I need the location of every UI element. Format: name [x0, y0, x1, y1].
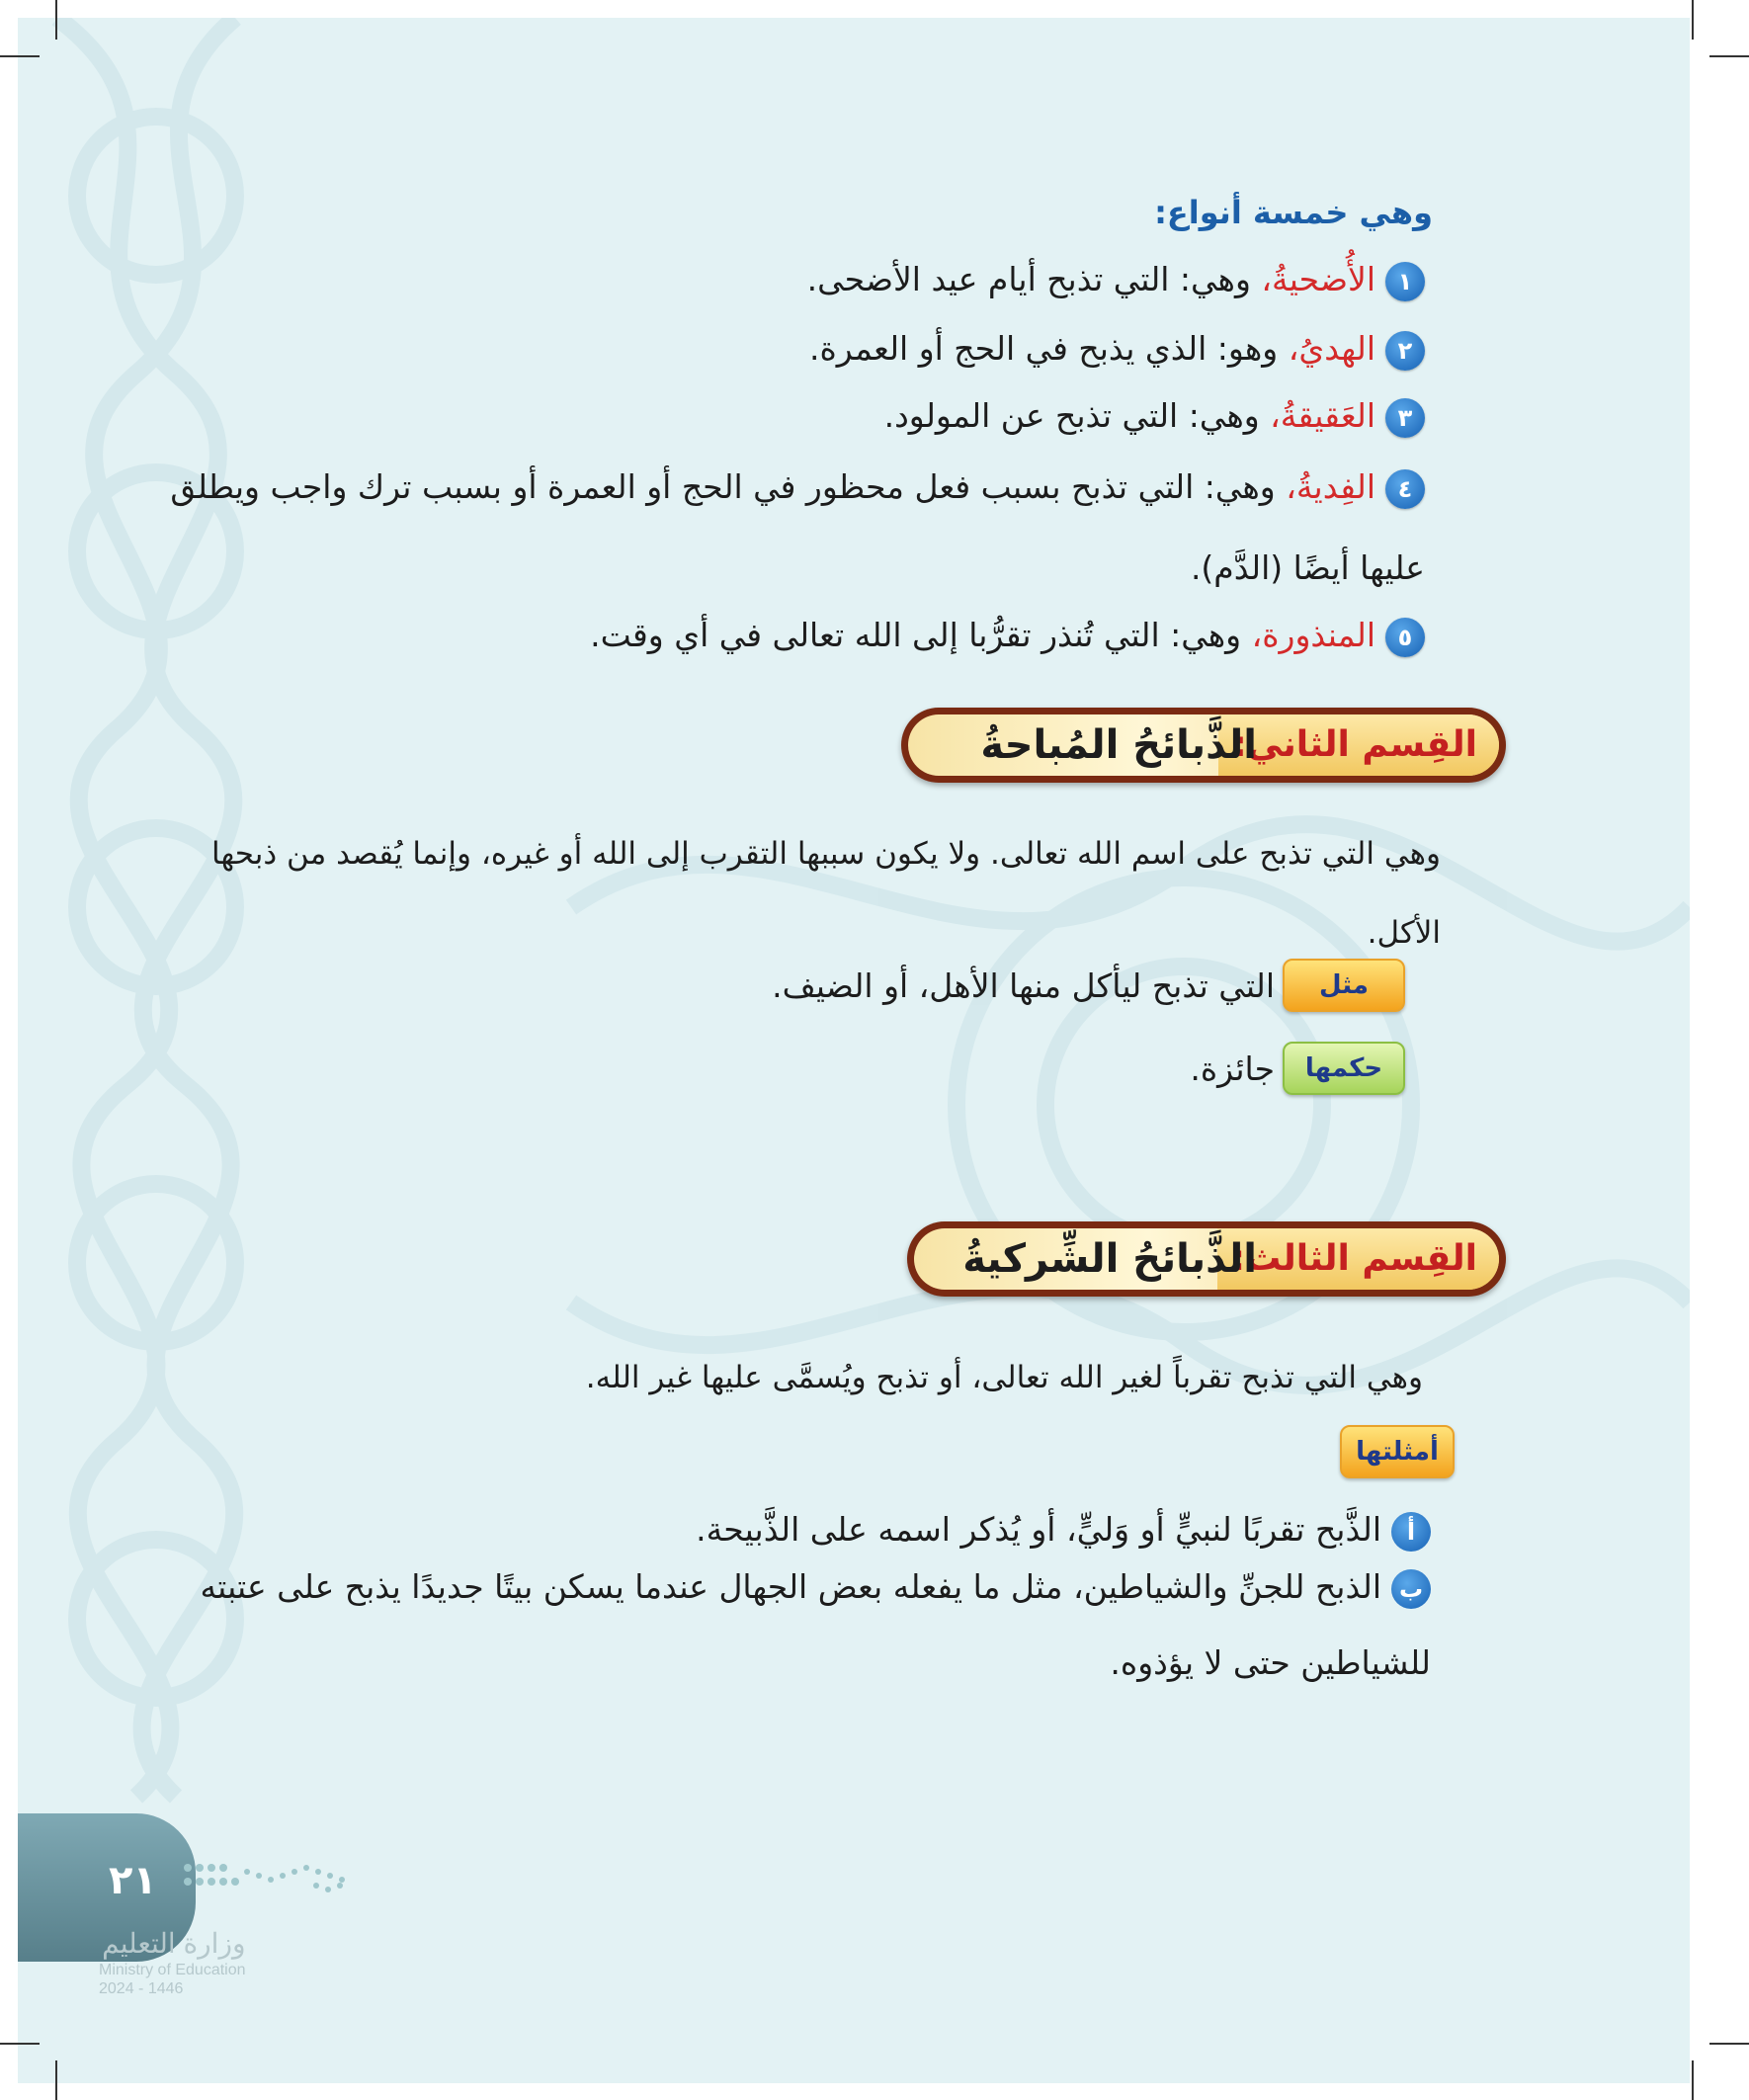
term: الهديُ،: [1288, 329, 1375, 368]
number-badge: ٣: [1385, 398, 1425, 438]
definition: وهي: التي تُنذر تقرُّبا إلى الله تعالى في أي وقت.: [590, 616, 1252, 654]
definition: وهي: التي تذبح عن المولود.: [883, 396, 1271, 435]
example-text: الذَّبح تقربًا لنبيٍّ أو وَليٍّ، أو يُذكر اسمه على الذَّبيحة.: [696, 1510, 1381, 1549]
section-title: الذَّبائحُ الشِّركيةُ: [962, 1236, 1257, 1282]
crop-mark: [1692, 2060, 1694, 2100]
definition: وهو: الذي يذبح في الحج أو العمرة.: [809, 329, 1289, 368]
types-heading: وهي خمسة أنواع:: [1154, 194, 1433, 231]
ruling-tag: حكمها: [1283, 1042, 1405, 1095]
ruling-text: جائزة.: [1190, 1050, 1275, 1088]
section-label: القِسم الثالث:: [1217, 1228, 1499, 1290]
section-banner-body: [908, 714, 1499, 776]
section-text: وهي التي تذبح تقرباً لغير الله تعالى، أو تذبح ويُسمَّى عليها غير الله.: [585, 1360, 1423, 1395]
list-item: [884, 396, 1425, 438]
examples-tag: أمثلتها: [1340, 1425, 1455, 1478]
example-text: الذبح للجنِّ والشياطين، مثل ما يفعله بعض الجهال عندما يسكن بيتًا جديدًا يذبح على عتبته: [200, 1567, 1381, 1606]
crop-mark: [0, 2043, 40, 2045]
term: المنذورة،: [1251, 616, 1375, 654]
list-item: [807, 260, 1425, 301]
list-item: [590, 616, 1425, 657]
example-tag: مثل: [1283, 959, 1405, 1012]
example-text: التي تذبح ليأكل منها الأهل، أو الضيف.: [772, 966, 1275, 1005]
section-label: القِسم الثاني:: [1218, 714, 1499, 776]
ministry-logo-icon: [178, 1858, 356, 1917]
list-item: [200, 1567, 1431, 1609]
list-item: [696, 1510, 1431, 1552]
term: العَقيقةُ،: [1270, 396, 1375, 435]
crop-mark: [0, 55, 40, 57]
section-banner: [907, 1221, 1506, 1297]
definition-continuation: عليها أيضًا (الدَّم).: [1190, 548, 1425, 587]
academic-year: 2024 - 1446: [99, 1979, 184, 1997]
ministry-name-ar: وزارة التعليم: [102, 1928, 246, 1959]
list-item: [809, 329, 1425, 371]
letter-badge: أ: [1391, 1512, 1431, 1552]
definition: وهي: التي تذبح بسبب فعل محظور في الحج أو العمرة أو بسبب ترك واجب ويطلق: [170, 467, 1287, 506]
list-item: [170, 467, 1425, 509]
section-banner: [901, 708, 1506, 783]
crop-mark: [55, 2060, 57, 2100]
section-text: وهي التي تذبح على اسم الله تعالى. ولا يكون سببها التقرب إلى الله أو غيره، وإنما يُقصد من ذبحها: [211, 836, 1441, 872]
islamic-ornament-background: [18, 18, 1690, 2083]
term: الفِديةُ،: [1286, 467, 1375, 506]
term: الأُضحيةُ،: [1261, 260, 1375, 298]
letter-badge: ب: [1391, 1569, 1431, 1609]
number-badge: ٢: [1385, 331, 1425, 371]
ministry-logo-text: [99, 1927, 246, 1998]
definition: وهي: التي تذبح أيام عيد الأضحى.: [806, 260, 1262, 298]
crop-mark: [1709, 55, 1749, 57]
number-badge: ٤: [1385, 469, 1425, 509]
page-number: ٢١: [109, 1858, 157, 1903]
section-text-continuation: الأكل.: [1367, 915, 1441, 951]
ministry-name-en: Ministry of Education: [99, 1961, 246, 1978]
section-banner-body: [914, 1228, 1499, 1290]
crop-mark: [1692, 0, 1694, 40]
example-text-continuation: للشياطين حتى لا يؤذوه.: [1110, 1643, 1431, 1682]
crop-mark: [1709, 2043, 1749, 2045]
number-badge: ١: [1385, 262, 1425, 301]
textbook-page: [18, 18, 1690, 2083]
number-badge: ٥: [1385, 618, 1425, 657]
crop-mark: [55, 0, 57, 40]
section-title: الذَّبائحُ المُباحةُ: [980, 722, 1257, 768]
